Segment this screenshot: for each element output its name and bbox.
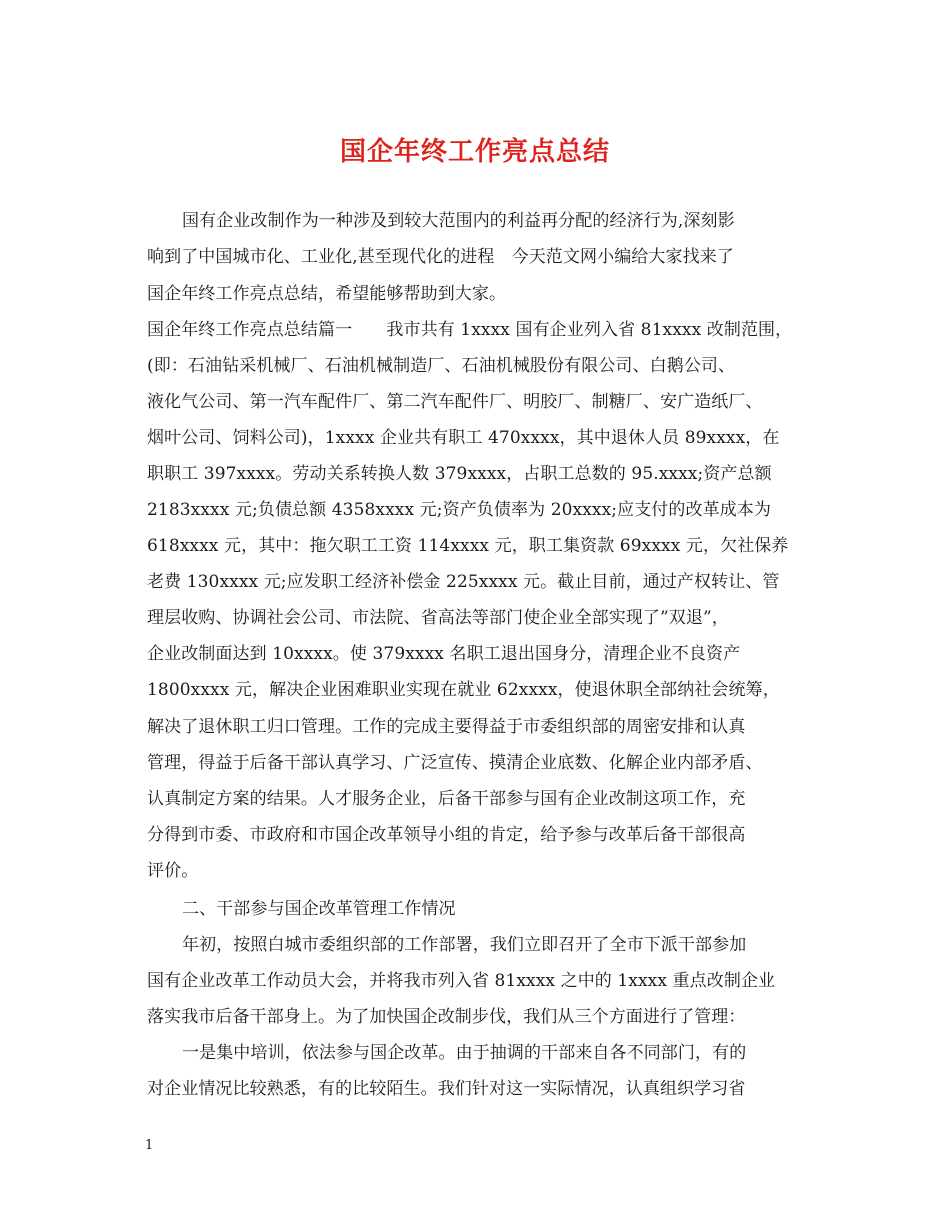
body-line: 职职工 397xxxx。劳动关系转换人数 379xxxx，占职工总数的 95.xxxx;资产总额 (147, 464, 772, 484)
body-line: 2183xxxx 元;负债总额 4358xxxx 元;资产负债率为 20xxxx;应支付的改革成本为 (147, 500, 772, 520)
body-line: 年初，按照白城市委组织部的工作部署，我们立即召开了全市下派干部参加 (182, 935, 747, 955)
body-line: 液化气公司、第一汽车配件厂、第二汽车配件厂、明胶厂、制糖厂、安广造纸厂、 (147, 392, 763, 412)
body-line: 国企年终工作亮点总结，希望能够帮助到大家。 (147, 284, 507, 304)
body-line: 企业改制面达到 10xxxx。使 379xxxx 名职工退出国身分，清理企业不良资产 (147, 644, 741, 664)
body-line: 国有企业改革工作动员大会，并将我市列入省 81xxxx 之中的 1xxxx 重点改制企业 (147, 971, 776, 991)
body-line: 618xxxx 元，其中：拖欠职工工资 114xxxx 元，职工集资款 69xxxx 元，欠社保养 (147, 536, 789, 556)
body-line: 落实我市后备干部身上。为了加快国企改制步伐，我们从三个方面进行了管理： (147, 1007, 746, 1027)
body-line: 理层收购、协调社会公司、市法院、省高法等部门使企业全部实现了”双退”， (147, 608, 729, 628)
section-heading: 二、干部参与国企改革管理工作情况 (182, 899, 456, 919)
body-line: 1800xxxx 元，解决企业困难职业实现在就业 62xxxx，使退休职全部纳社会统筹， (147, 680, 780, 700)
body-line: 响到了中国城市化、工业化,甚至现代化的进程 今天范文网小编给大家找来了 (147, 247, 734, 267)
document-title: 国企年终工作亮点总结 (339, 137, 610, 167)
body-line: 国有企业改制作为一种涉及到较大范围内的利益再分配的经济行为,深刻影 (182, 211, 735, 231)
body-line: 国企年终工作亮点总结篇一 我市共有 1xxxx 国有企业列入省 81xxxx 改制范围， (147, 320, 793, 340)
body-line: 烟叶公司、饲料公司)，1xxxx 企业共有职工 470xxxx，其中退休人员 89xxxx，在 (147, 428, 780, 448)
body-line: 认真制定方案的结果。人才服务企业，后备干部参与国有企业改制这项工作，充 (147, 789, 746, 809)
body-line: 对企业情况比较熟悉，有的比较陌生。我们针对这一实际情况，认真组织学习省 (147, 1079, 746, 1099)
body-line: 管理，得益于后备干部认真学习、广泛宣传、摸清企业底数、化解企业内部矛盾、 (147, 753, 763, 773)
body-line: 分得到市委、市政府和市国企改革领导小组的肯定，给予参与改革后备干部很高 (147, 825, 746, 845)
page-number: 1 (145, 1138, 154, 1153)
body-line: 一是集中培训，依法参与国企改革。由于抽调的干部来自各不同部门，有的 (182, 1043, 747, 1063)
body-line: 解决了退休职工归口管理。工作的完成主要得益于市委组织部的周密安排和认真 (147, 717, 746, 737)
body-line: (即：石油钻采机械厂、石油机械制造厂、石油机械股份有限公司、白鹅公司、 (147, 356, 736, 376)
body-line: 评价。 (147, 861, 199, 881)
body-line: 老费 130xxxx 元;应发职工经济补偿金 225xxxx 元。截止目前，通过产权转让、管 (147, 572, 780, 592)
